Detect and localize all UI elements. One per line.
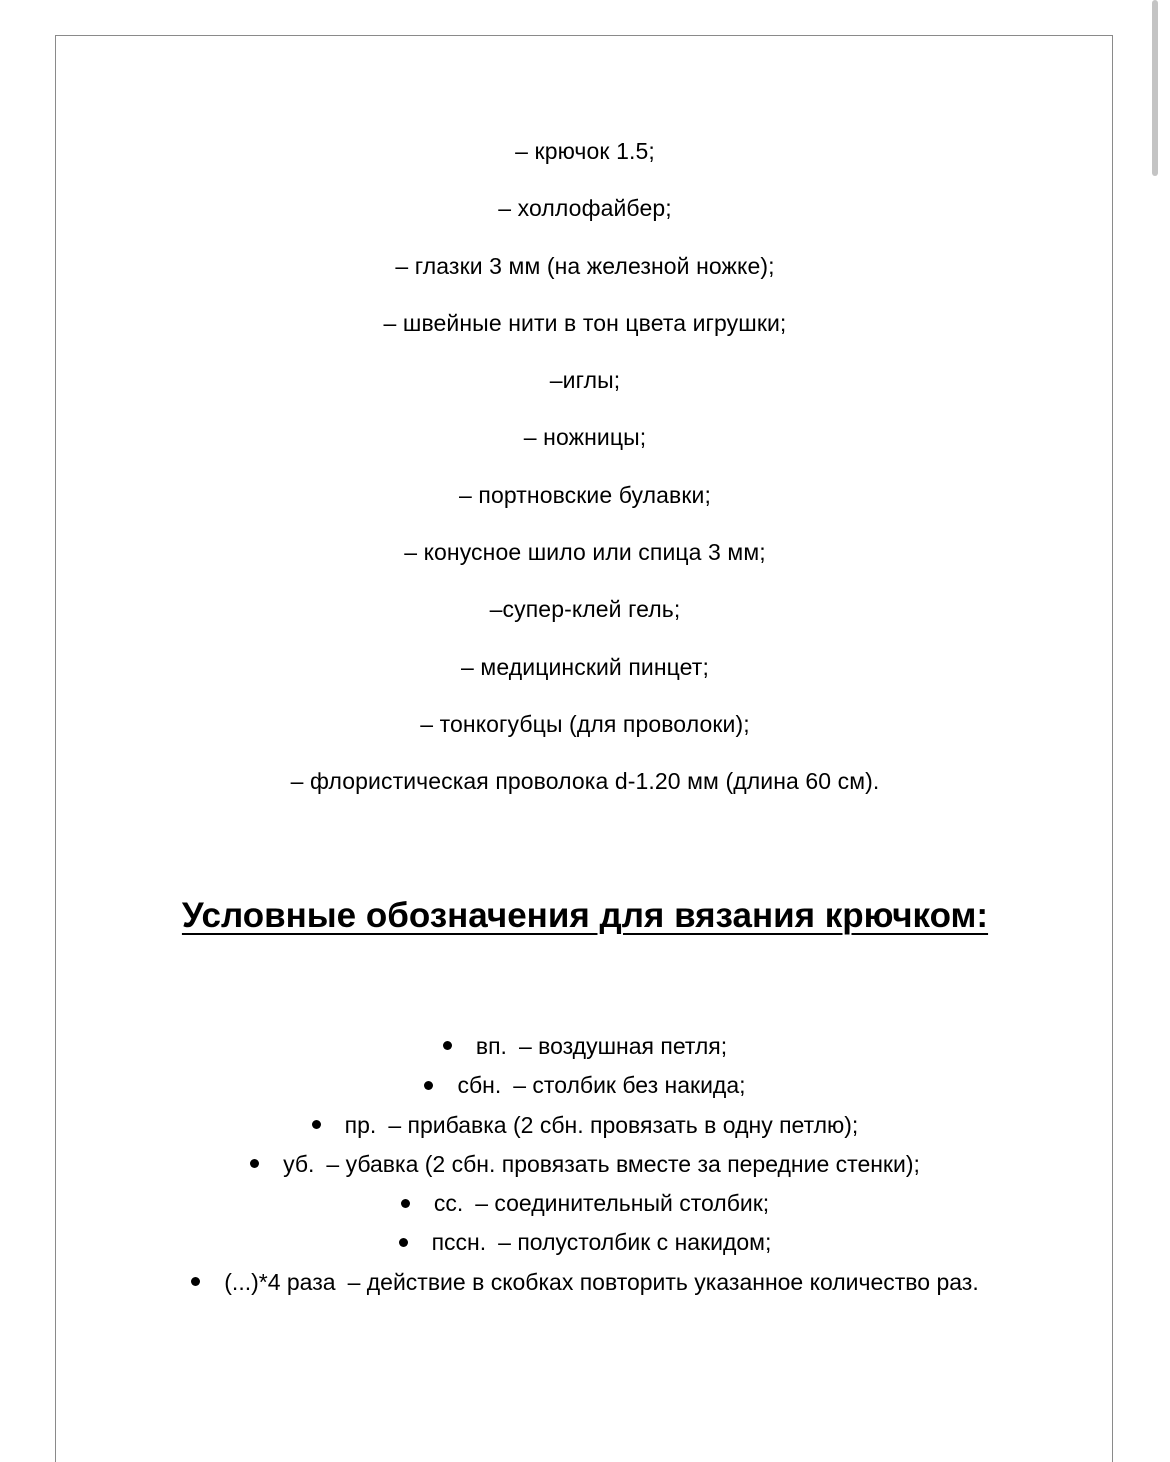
material-item: – ножницы; [523, 424, 647, 451]
legend-abbr: пссн. [431, 1229, 487, 1256]
material-item: – глазки 3 мм (на железной ножке); [395, 252, 775, 279]
material-item: – тонкогубцы (для проволоки); [420, 710, 750, 737]
legend-item [56, 1027, 1114, 1066]
bullet-icon [424, 1081, 433, 1090]
legend-desc: – соединительный столбик; [475, 1190, 770, 1217]
material-item: – швейные нити в тон цвета игрушки; [383, 309, 787, 336]
legend-desc: – полустолбик с накидом; [498, 1229, 772, 1256]
materials-list [56, 136, 1114, 824]
legend-list [56, 1027, 1114, 1302]
material-item: – конусное шило или спица 3 мм; [404, 539, 766, 566]
material-item: – холлофайбер; [498, 195, 672, 222]
legend-item [56, 1184, 1114, 1223]
material-item: –супер-клей гель; [489, 596, 681, 623]
bullet-icon [191, 1277, 200, 1286]
legend-desc: – воздушная петля; [518, 1033, 728, 1059]
legend-desc: – столбик без накида; [513, 1072, 746, 1099]
legend-item [56, 1106, 1114, 1145]
legend-title: Условные обозначения для вязания крючком: [181, 896, 989, 935]
legend-desc: – действие в скобках повторить указанное количество раз. [347, 1268, 979, 1295]
bullet-icon [250, 1159, 259, 1168]
material-item: – портновские булавки; [459, 481, 711, 508]
legend-abbr: уб. [283, 1150, 315, 1177]
bullet-icon [312, 1120, 321, 1129]
legend-desc: – прибавка (2 сбн. провязать в одну петлю); [388, 1111, 859, 1138]
legend-item [56, 1263, 1114, 1302]
legend-desc: – убавка (2 сбн. провязать вместе за передние стенки); [326, 1150, 920, 1177]
bullet-icon [401, 1199, 410, 1208]
bullet-icon [443, 1041, 452, 1050]
legend-item [56, 1145, 1114, 1184]
material-item: –иглы; [549, 367, 621, 394]
document-page [55, 35, 1113, 1462]
legend-abbr: вп. [475, 1033, 507, 1059]
vertical-scrollbar[interactable] [1152, 0, 1158, 176]
material-item: – флористическая проволока d-1.20 мм (длина 60 см). [290, 768, 880, 795]
legend-item [56, 1223, 1114, 1262]
material-item: – медицинский пинцет; [461, 653, 709, 680]
legend-abbr: пр. [344, 1111, 377, 1138]
legend-abbr: (...)*4 раза [224, 1268, 336, 1295]
bullet-icon [399, 1238, 408, 1247]
legend-abbr: сбн. [457, 1072, 502, 1099]
material-item: – крючок 1.5; [515, 138, 655, 164]
legend-item [56, 1066, 1114, 1105]
legend-abbr: сс. [433, 1190, 464, 1217]
